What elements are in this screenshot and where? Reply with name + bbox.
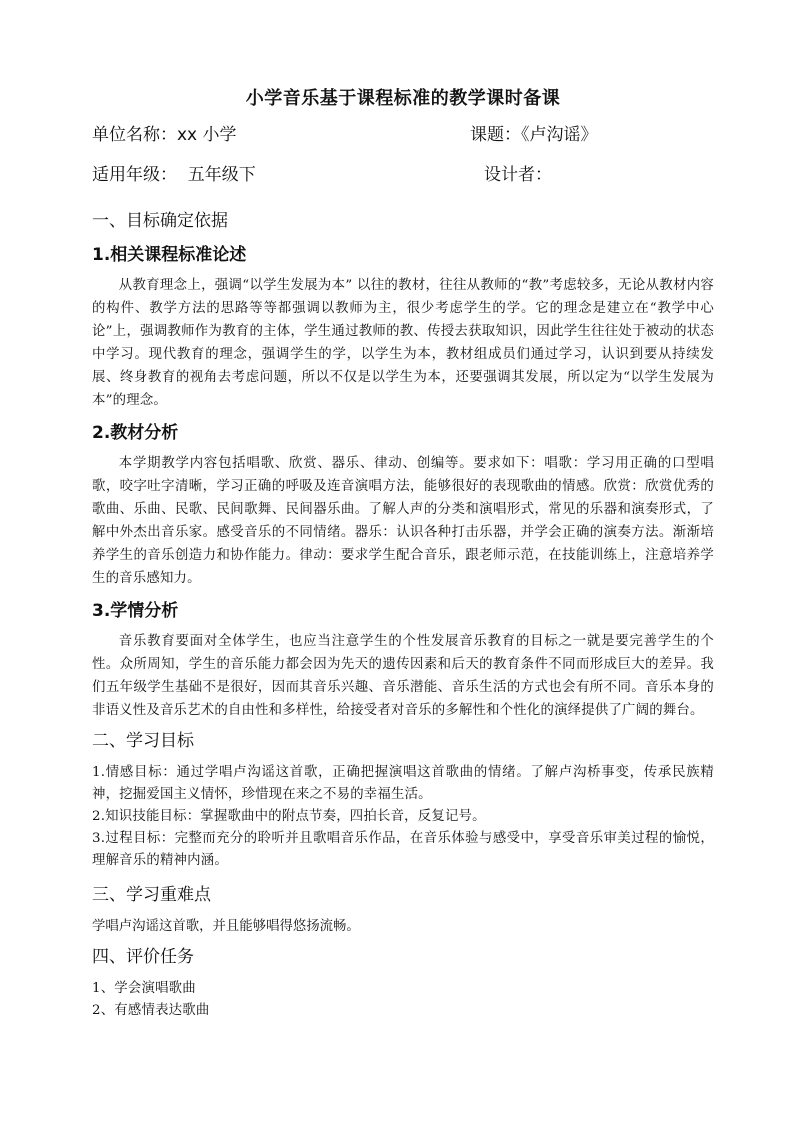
- section-2-heading: 二、学习目标: [92, 731, 194, 751]
- applicable-grade: 适用年级： 五年级下: [92, 165, 256, 185]
- goal-item: 1.情感目标：通过学唱卢沟谣这首歌，正确把握演唱这首歌曲的情绪。了解卢沟桥事变，传承民族精神，挖掘爱国主义情怀，珍惜现在来之不易的幸福生活。: [92, 765, 714, 802]
- section-1-heading: 一、目标确定依据: [92, 211, 228, 231]
- unit-name: 单位名称：xx 小学: [92, 125, 237, 145]
- student-analysis-paragraph: 音乐教育要面对全体学生，也应当注意学生的个性发展音乐教育的目标之一就是要完善学生的个性。众所周知，学生的音乐能力都会因为先天的遗传因素和后天的教育条件不同而形成巨大的差异。我们五年级学生基础不是很好，因而其音乐兴趣、音乐潜能、音乐生活的方式也会有所不同。音乐本身的非语义性及音乐艺术的自由性和多样性，给接受者对音乐的多解性和个性化的演绎提供了广阔的舞台。: [92, 634, 714, 718]
- subsection-1-heading: 1.相关课程标准论述: [92, 245, 247, 265]
- curriculum-standard-paragraph: 从教育理念上，强调“以学生发展为本” 以往的教材，往往从教师的“教”考虑较多，无论从教材内容的构件、教学方法的思路等等都强调以教师为主，很少考虑学生的学。它的理念是建立在“教学中心论”上，强调教师作为教育的主体，学生通过教师的教、传授去获取知识，因此学生往往处于被动的状态中学习。现代教育的理念，强调学生的学，以学生为本，教材组成员们通过学习，认识到要从持续发展、终身教育的视角去考虑问题，所以不仅是以学生为本，还要强调其发展，所以定为“以学生发展为本”的理念。: [92, 278, 714, 408]
- textbook-analysis-paragraph: 本学期教学内容包括唱歌、欣赏、器乐、律动、创编等。要求如下：唱歌：学习用正确的口型唱歌，咬字吐字清晰，学习正确的呼吸及连音演唱方法，能够很好的表现歌曲的情感。欣赏：欣赏优秀的歌曲、乐曲、民歌、民间歌舞、民间器乐曲。了解人声的分类和演唱形式，常见的乐器和演奏形式，了解中外杰出音乐家。感受音乐的不同情绪。器乐：认识各种打击乐器，并学会正确的演奏方法。渐渐培养学生的音乐创造力和协作能力。律动：要求学生配合音乐，跟老师示范，在技能训练上，注意培养学生的音乐感知力。: [92, 456, 714, 586]
- evaluation-item: 1、学会演唱歌曲: [92, 981, 196, 996]
- designer: 设计者：: [484, 165, 552, 185]
- goal-item: 3.过程目标：完整而充分的聆听并且歌唱音乐作品，在音乐体验与感受中，享受音乐审美过程的愉悦，理解音乐的精神内涵。: [92, 831, 714, 868]
- subsection-2-heading: 2.教材分析: [92, 423, 179, 443]
- lesson-topic: 课题：《卢沟谣》: [470, 125, 598, 145]
- evaluation-item: 2、有感情表达歌曲: [92, 1003, 210, 1018]
- key-difficulty-text: 学唱卢沟谣这首歌，并且能够唱得悠扬流畅。: [92, 919, 360, 934]
- section-4-heading: 四、评价任务: [92, 947, 194, 967]
- meta-row-unit-topic: [92, 122, 714, 162]
- document-title: 小学音乐基于课程标准的教学课时备课: [245, 88, 561, 109]
- section-3-heading: 三、学习重难点: [92, 885, 211, 905]
- goal-item: 2.知识技能目标：掌握歌曲中的附点节奏，四拍长音，反复记号。: [92, 809, 486, 824]
- meta-row-grade-designer: [92, 162, 714, 202]
- subsection-3-heading: 3.学情分析: [92, 601, 179, 621]
